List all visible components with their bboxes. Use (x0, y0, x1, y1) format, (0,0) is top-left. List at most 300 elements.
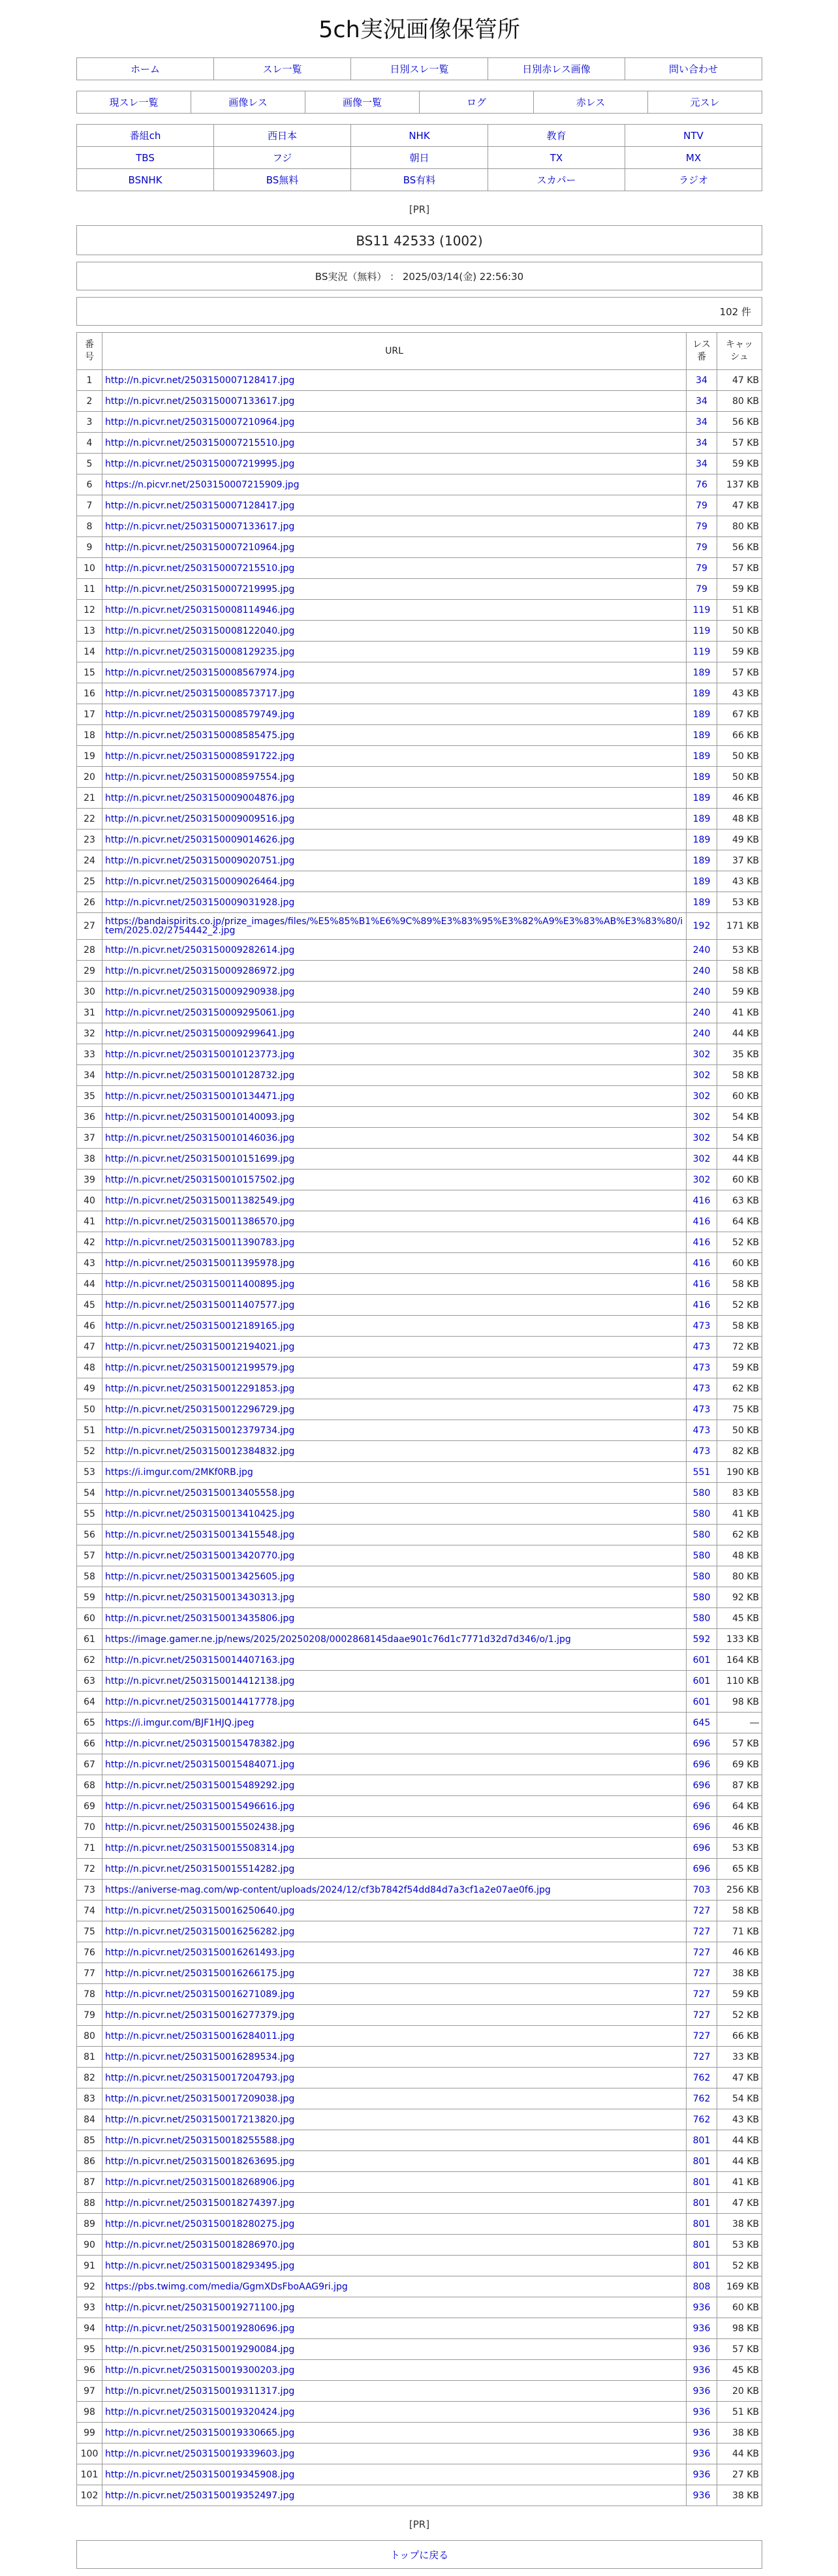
image-url-link[interactable]: http://n.picvr.net/2503150012291853.jpg (102, 1378, 687, 1399)
cache-size: 98 KB (717, 2318, 762, 2339)
res-number-link[interactable]: 936 (687, 2464, 717, 2485)
table-row (77, 2109, 762, 2130)
channel-link[interactable]: スカパー (488, 169, 625, 191)
res-number-link[interactable]: 580 (687, 1608, 717, 1629)
channel-row (76, 147, 762, 169)
res-number-link[interactable]: 189 (687, 746, 717, 767)
res-number-link[interactable]: 936 (687, 2444, 717, 2464)
res-number-link[interactable]: 240 (687, 982, 717, 1002)
image-url-link[interactable]: https://i.imgur.com/2MKf0RB.jpg (102, 1462, 687, 1483)
res-number-link[interactable]: 801 (687, 2235, 717, 2256)
channel-link[interactable]: 西日本 (214, 125, 351, 147)
table-row (77, 558, 762, 579)
res-number-link[interactable]: 580 (687, 1483, 717, 1504)
image-url-link[interactable]: http://n.picvr.net/2503150008567974.jpg (102, 662, 687, 683)
image-url-link[interactable]: http://n.picvr.net/2503150013415548.jpg (102, 1525, 687, 1545)
table-row (77, 1942, 762, 1963)
row-number: 8 (77, 516, 102, 537)
res-number-link[interactable]: 601 (687, 1671, 717, 1692)
table-row (77, 1002, 762, 1023)
res-number-link[interactable]: 79 (687, 516, 717, 537)
res-number-link[interactable]: 936 (687, 2485, 717, 2506)
image-url-link[interactable]: http://n.picvr.net/2503150016256282.jpg (102, 1921, 687, 1942)
channel-link[interactable]: BS無料 (214, 169, 351, 191)
res-number-link[interactable]: 580 (687, 1545, 717, 1566)
channel-link[interactable]: 番組ch (77, 125, 214, 147)
res-number-link[interactable]: 416 (687, 1274, 717, 1295)
res-number-link[interactable]: 936 (687, 2360, 717, 2381)
res-number-link[interactable]: 473 (687, 1420, 717, 1441)
image-url-link[interactable]: http://n.picvr.net/2503150010134471.jpg (102, 1086, 687, 1107)
res-number-link[interactable]: 189 (687, 725, 717, 746)
image-url-link[interactable]: http://n.picvr.net/2503150019330665.jpg (102, 2423, 687, 2444)
res-number-link[interactable]: 302 (687, 1170, 717, 1190)
image-url-link[interactable]: http://n.picvr.net/2503150009286972.jpg (102, 961, 687, 982)
res-number-link[interactable]: 416 (687, 1211, 717, 1232)
row-number: 10 (77, 558, 102, 579)
row-number: 89 (77, 2214, 102, 2235)
channel-link[interactable]: NTV (625, 125, 762, 147)
res-number-link[interactable]: 473 (687, 1399, 717, 1420)
res-number-link[interactable]: 189 (687, 788, 717, 809)
row-number: 49 (77, 1378, 102, 1399)
res-number-link[interactable]: 936 (687, 2318, 717, 2339)
image-url-link[interactable]: http://n.picvr.net/2503150012384832.jpg (102, 1441, 687, 1462)
back-to-top-link[interactable]: トップに戻る (76, 2540, 762, 2569)
image-url-link[interactable]: http://n.picvr.net/2503150012199579.jpg (102, 1358, 687, 1378)
cache-size: 48 KB (717, 809, 762, 830)
res-number-link[interactable]: 727 (687, 1921, 717, 1942)
cache-size: 59 KB (717, 579, 762, 600)
thread-nav-link-2[interactable]: 画像レス (191, 91, 305, 114)
res-number-link[interactable]: 727 (687, 1984, 717, 2005)
image-url-link[interactable]: http://n.picvr.net/2503150017204793.jpg (102, 2068, 687, 2088)
image-url-link[interactable]: https://pbs.twimg.com/media/GgmXDsFboAAG9ri.jpg (102, 2276, 687, 2297)
res-number-link[interactable]: 762 (687, 2068, 717, 2088)
row-number: 1 (77, 370, 102, 391)
res-number-link[interactable]: 703 (687, 1880, 717, 1901)
res-number-link[interactable]: 936 (687, 2423, 717, 2444)
channel-link[interactable]: 朝日 (351, 147, 488, 169)
table-row (77, 1650, 762, 1671)
image-url-link[interactable]: http://n.picvr.net/2503150011400895.jpg (102, 1274, 687, 1295)
nav-link-3[interactable]: 日別スレ一覧 (351, 58, 488, 80)
res-number-link[interactable]: 302 (687, 1107, 717, 1128)
res-number-link[interactable]: 119 (687, 621, 717, 642)
thread-nav-link-4[interactable]: ログ (420, 91, 534, 114)
res-number-link[interactable]: 189 (687, 662, 717, 683)
res-number-link[interactable]: 696 (687, 1859, 717, 1880)
image-url-link[interactable]: http://n.picvr.net/2503150016289534.jpg (102, 2047, 687, 2068)
image-url-link[interactable]: http://n.picvr.net/2503150007215510.jpg (102, 433, 687, 454)
row-number: 74 (77, 1901, 102, 1921)
channel-link[interactable]: TX (488, 147, 625, 169)
image-url-link[interactable]: http://n.picvr.net/2503150009299641.jpg (102, 1023, 687, 1044)
res-number-link[interactable]: 473 (687, 1441, 717, 1462)
table-row (77, 1316, 762, 1337)
image-url-link[interactable]: http://n.picvr.net/2503150018286970.jpg (102, 2235, 687, 2256)
res-number-link[interactable]: 240 (687, 940, 717, 961)
image-url-link[interactable]: http://n.picvr.net/2503150018255588.jpg (102, 2130, 687, 2151)
image-url-link[interactable]: https://n.picvr.net/2503150007215909.jpg (102, 474, 687, 495)
image-url-link[interactable]: http://n.picvr.net/2503150015496616.jpg (102, 1796, 687, 1817)
table-row (77, 892, 762, 913)
row-number: 88 (77, 2193, 102, 2214)
res-number-link[interactable]: 119 (687, 642, 717, 662)
image-url-link[interactable]: http://n.picvr.net/2503150018263695.jpg (102, 2151, 687, 2172)
res-number-link[interactable]: 696 (687, 1838, 717, 1859)
image-url-link[interactable]: http://n.picvr.net/2503150014417778.jpg (102, 1692, 687, 1713)
image-url-link[interactable]: http://n.picvr.net/2503150009295061.jpg (102, 1002, 687, 1023)
image-url-link[interactable]: http://n.picvr.net/2503150013425605.jpg (102, 1566, 687, 1587)
image-url-link[interactable]: http://n.picvr.net/2503150011386570.jpg (102, 1211, 687, 1232)
image-url-link[interactable]: http://n.picvr.net/2503150012189165.jpg (102, 1316, 687, 1337)
res-number-link[interactable]: 936 (687, 2297, 717, 2318)
res-number-link[interactable]: 119 (687, 600, 717, 621)
main-nav (76, 57, 762, 80)
image-url-link[interactable]: http://n.picvr.net/2503150015478382.jpg (102, 1733, 687, 1754)
res-number-link[interactable]: 473 (687, 1358, 717, 1378)
row-number: 32 (77, 1023, 102, 1044)
row-number: 55 (77, 1504, 102, 1525)
table-row (77, 2423, 762, 2444)
image-url-link[interactable]: http://n.picvr.net/2503150013435806.jpg (102, 1608, 687, 1629)
row-number: 50 (77, 1399, 102, 1420)
res-number-link[interactable]: 189 (687, 830, 717, 850)
cache-size: 64 KB (717, 1796, 762, 1817)
table-row (77, 1859, 762, 1880)
cache-size: 27 KB (717, 2464, 762, 2485)
image-url-link[interactable]: http://n.picvr.net/2503150007133617.jpg (102, 516, 687, 537)
cache-size: 44 KB (717, 2151, 762, 2172)
res-number-link[interactable]: 580 (687, 1566, 717, 1587)
res-number-link[interactable]: 34 (687, 454, 717, 474)
res-number-link[interactable]: 580 (687, 1525, 717, 1545)
res-number-link[interactable]: 801 (687, 2172, 717, 2193)
table-row (77, 433, 762, 454)
image-url-link[interactable]: http://n.picvr.net/2503150009009516.jpg (102, 809, 687, 830)
nav-link-4[interactable]: 日別赤レス画像 (488, 58, 625, 80)
res-number-link[interactable]: 34 (687, 412, 717, 433)
res-number-link[interactable]: 727 (687, 1942, 717, 1963)
table-header-row (77, 333, 762, 370)
thread-nav-link-3[interactable]: 画像一覧 (305, 91, 420, 114)
image-url-link[interactable]: http://n.picvr.net/2503150014412138.jpg (102, 1671, 687, 1692)
image-url-link[interactable]: http://n.picvr.net/2503150008597554.jpg (102, 767, 687, 788)
res-number-link[interactable]: 79 (687, 495, 717, 516)
res-number-link[interactable]: 727 (687, 1901, 717, 1921)
image-url-link[interactable]: http://n.picvr.net/2503150014407163.jpg (102, 1650, 687, 1671)
row-number: 22 (77, 809, 102, 830)
channel-link[interactable]: フジ (214, 147, 351, 169)
res-number-link[interactable]: 592 (687, 1629, 717, 1650)
res-number-link[interactable]: 727 (687, 2005, 717, 2026)
image-url-link[interactable]: http://n.picvr.net/2503150009282614.jpg (102, 940, 687, 961)
row-number: 40 (77, 1190, 102, 1211)
res-number-link[interactable]: 551 (687, 1462, 717, 1483)
channel-link[interactable]: TBS (77, 147, 214, 169)
res-number-link[interactable]: 76 (687, 474, 717, 495)
res-number-link[interactable]: 601 (687, 1692, 717, 1713)
image-url-link[interactable]: http://n.picvr.net/2503150009004876.jpg (102, 788, 687, 809)
image-url-link[interactable]: http://n.picvr.net/2503150008579749.jpg (102, 704, 687, 725)
res-number-link[interactable]: 801 (687, 2130, 717, 2151)
row-number: 91 (77, 2256, 102, 2276)
image-url-link[interactable]: http://n.picvr.net/2503150016271089.jpg (102, 1984, 687, 2005)
res-number-link[interactable]: 34 (687, 391, 717, 412)
image-url-link[interactable]: https://bandaispirits.co.jp/prize_images/files/%E5%85%B1%E6%9C%89%E3%83%95%E3%82%A9%E3%83%AB%E3%83%80/item/2025.02/2754442_2.jpg (102, 913, 687, 940)
image-url-link[interactable]: http://n.picvr.net/2503150008591722.jpg (102, 746, 687, 767)
image-url-link[interactable]: http://n.picvr.net/2503150010151699.jpg (102, 1149, 687, 1170)
res-number-link[interactable]: 936 (687, 2402, 717, 2423)
table-row (77, 1044, 762, 1065)
table-row (77, 1921, 762, 1942)
image-url-link[interactable]: http://n.picvr.net/2503150009290938.jpg (102, 982, 687, 1002)
image-url-link[interactable]: http://n.picvr.net/2503150019339603.jpg (102, 2444, 687, 2464)
res-number-link[interactable]: 189 (687, 850, 717, 871)
res-number-link[interactable]: 601 (687, 1650, 717, 1671)
res-number-link[interactable]: 302 (687, 1065, 717, 1086)
image-url-link[interactable]: http://n.picvr.net/2503150012296729.jpg (102, 1399, 687, 1420)
image-url-link[interactable]: http://n.picvr.net/2503150008585475.jpg (102, 725, 687, 746)
image-url-link[interactable]: http://n.picvr.net/2503150018274397.jpg (102, 2193, 687, 2214)
cache-size: 58 KB (717, 1901, 762, 1921)
image-url-link[interactable]: http://n.picvr.net/2503150007219995.jpg (102, 454, 687, 474)
res-number-link[interactable]: 936 (687, 2381, 717, 2402)
image-url-link[interactable]: http://n.picvr.net/2503150007210964.jpg (102, 412, 687, 433)
image-url-link[interactable]: http://n.picvr.net/2503150010157502.jpg (102, 1170, 687, 1190)
res-number-link[interactable]: 416 (687, 1253, 717, 1274)
res-number-link[interactable]: 189 (687, 892, 717, 913)
image-url-link[interactable]: http://n.picvr.net/2503150011382549.jpg (102, 1190, 687, 1211)
res-number-link[interactable]: 416 (687, 1190, 717, 1211)
table-row (77, 1545, 762, 1566)
thread-nav-link-5[interactable]: 赤レス (534, 91, 648, 114)
res-number-link[interactable]: 808 (687, 2276, 717, 2297)
image-url-link[interactable]: http://n.picvr.net/2503150018268906.jpg (102, 2172, 687, 2193)
cache-size: 43 KB (717, 871, 762, 892)
res-number-link[interactable]: 473 (687, 1378, 717, 1399)
res-number-link[interactable]: 302 (687, 1128, 717, 1149)
res-number-link[interactable]: 762 (687, 2088, 717, 2109)
res-number-link[interactable]: 192 (687, 913, 717, 940)
image-url-link[interactable]: http://n.picvr.net/2503150009031928.jpg (102, 892, 687, 913)
image-url-link[interactable]: http://n.picvr.net/2503150012379734.jpg (102, 1420, 687, 1441)
res-number-link[interactable]: 473 (687, 1337, 717, 1358)
image-url-link[interactable]: http://n.picvr.net/2503150009014626.jpg (102, 830, 687, 850)
image-url-link[interactable]: http://n.picvr.net/2503150010128732.jpg (102, 1065, 687, 1086)
cache-size: 58 KB (717, 961, 762, 982)
image-url-link[interactable]: http://n.picvr.net/2503150007215510.jpg (102, 558, 687, 579)
image-url-link[interactable]: http://n.picvr.net/2503150015484071.jpg (102, 1754, 687, 1775)
res-number-link[interactable]: 189 (687, 704, 717, 725)
image-url-link[interactable]: http://n.picvr.net/2503150007128417.jpg (102, 370, 687, 391)
res-number-link[interactable]: 696 (687, 1754, 717, 1775)
channel-link[interactable]: ラジオ (625, 169, 762, 191)
image-url-link[interactable]: http://n.picvr.net/2503150016277379.jpg (102, 2005, 687, 2026)
thread-nav-link-6[interactable]: 元スレ (648, 91, 762, 114)
image-url-link[interactable]: http://n.picvr.net/2503150016266175.jpg (102, 1963, 687, 1984)
image-url-link[interactable]: http://n.picvr.net/2503150011390783.jpg (102, 1232, 687, 1253)
res-number-link[interactable]: 696 (687, 1733, 717, 1754)
res-number-link[interactable]: 801 (687, 2151, 717, 2172)
channel-link[interactable]: NHK (351, 125, 488, 147)
res-number-link[interactable]: 801 (687, 2214, 717, 2235)
cache-size: ― (717, 1713, 762, 1733)
image-url-link[interactable]: http://n.picvr.net/2503150018280275.jpg (102, 2214, 687, 2235)
image-url-link[interactable]: http://n.picvr.net/2503150007128417.jpg (102, 495, 687, 516)
table-row (77, 2005, 762, 2026)
row-number: 93 (77, 2297, 102, 2318)
cache-size: 57 KB (717, 433, 762, 454)
table-row (77, 642, 762, 662)
nav-link-5[interactable]: 問い合わせ (625, 58, 762, 80)
res-number-link[interactable]: 34 (687, 370, 717, 391)
table-row (77, 662, 762, 683)
image-url-link[interactable]: http://n.picvr.net/2503150019311317.jpg (102, 2381, 687, 2402)
table-row (77, 704, 762, 725)
image-url-link[interactable]: http://n.picvr.net/2503150008114946.jpg (102, 600, 687, 621)
table-row (77, 2130, 762, 2151)
res-number-link[interactable]: 189 (687, 809, 717, 830)
res-number-link[interactable]: 801 (687, 2256, 717, 2276)
table-row (77, 2339, 762, 2360)
image-url-link[interactable]: http://n.picvr.net/2503150010123773.jpg (102, 1044, 687, 1065)
cache-size: 60 KB (717, 1086, 762, 1107)
image-url-link[interactable]: http://n.picvr.net/2503150008122040.jpg (102, 621, 687, 642)
image-url-link[interactable]: http://n.picvr.net/2503150010146036.jpg (102, 1128, 687, 1149)
image-url-link[interactable]: http://n.picvr.net/2503150007219995.jpg (102, 579, 687, 600)
image-url-link[interactable]: http://n.picvr.net/2503150012194021.jpg (102, 1337, 687, 1358)
res-number-link[interactable]: 696 (687, 1817, 717, 1838)
image-url-link[interactable]: http://n.picvr.net/2503150009020751.jpg (102, 850, 687, 871)
res-number-link[interactable]: 473 (687, 1316, 717, 1337)
cache-size: 54 KB (717, 2088, 762, 2109)
image-url-link[interactable]: http://n.picvr.net/2503150019352497.jpg (102, 2485, 687, 2506)
table-row (77, 1358, 762, 1378)
res-number-link[interactable]: 302 (687, 1044, 717, 1065)
channel-link[interactable]: MX (625, 147, 762, 169)
res-number-link[interactable]: 189 (687, 871, 717, 892)
image-url-link[interactable]: http://n.picvr.net/2503150013410425.jpg (102, 1504, 687, 1525)
row-number: 37 (77, 1128, 102, 1149)
row-number: 73 (77, 1880, 102, 1901)
table-row (77, 1065, 762, 1086)
image-url-link[interactable]: http://n.picvr.net/2503150019345908.jpg (102, 2464, 687, 2485)
table-row (77, 2381, 762, 2402)
image-url-link[interactable]: http://n.picvr.net/2503150015502438.jpg (102, 1817, 687, 1838)
image-url-link[interactable]: http://n.picvr.net/2503150008573717.jpg (102, 683, 687, 704)
image-url-link[interactable]: http://n.picvr.net/2503150011395978.jpg (102, 1253, 687, 1274)
cache-size: 62 KB (717, 1525, 762, 1545)
res-number-link[interactable]: 302 (687, 1149, 717, 1170)
site-title[interactable]: 5ch実況画像保管所 (318, 17, 520, 43)
channel-link[interactable]: 教育 (488, 125, 625, 147)
image-url-link[interactable]: http://n.picvr.net/2503150019271100.jpg (102, 2297, 687, 2318)
image-url-link[interactable]: http://n.picvr.net/2503150015489292.jpg (102, 1775, 687, 1796)
res-number-link[interactable]: 580 (687, 1587, 717, 1608)
res-number-link[interactable]: 727 (687, 2026, 717, 2047)
image-url-link[interactable]: http://n.picvr.net/2503150009026464.jpg (102, 871, 687, 892)
image-url-link[interactable]: http://n.picvr.net/2503150007133617.jpg (102, 391, 687, 412)
res-number-link[interactable]: 79 (687, 537, 717, 558)
cache-size: 45 KB (717, 2360, 762, 2381)
table-row (77, 1211, 762, 1232)
image-url-link[interactable]: http://n.picvr.net/2503150007210964.jpg (102, 537, 687, 558)
row-number: 7 (77, 495, 102, 516)
nav-link-1[interactable]: ホーム (77, 58, 214, 80)
cache-size: 37 KB (717, 850, 762, 871)
image-url-link[interactable]: http://n.picvr.net/2503150011407577.jpg (102, 1295, 687, 1316)
channel-link[interactable]: BSNHK (77, 169, 214, 191)
image-url-link[interactable]: https://i.imgur.com/BJF1HJQ.jpeg (102, 1713, 687, 1733)
row-number: 4 (77, 433, 102, 454)
channel-link[interactable]: BS有料 (351, 169, 488, 191)
res-number-link[interactable]: 34 (687, 433, 717, 454)
res-number-link[interactable]: 189 (687, 767, 717, 788)
image-url-link[interactable]: http://n.picvr.net/2503150016284011.jpg (102, 2026, 687, 2047)
image-url-link[interactable]: http://n.picvr.net/2503150019320424.jpg (102, 2402, 687, 2423)
row-number: 83 (77, 2088, 102, 2109)
image-url-link[interactable]: http://n.picvr.net/2503150016261493.jpg (102, 1942, 687, 1963)
cache-size: 33 KB (717, 2047, 762, 2068)
nav-link-2[interactable]: スレ一覧 (214, 58, 351, 80)
image-url-link[interactable]: http://n.picvr.net/2503150019280696.jpg (102, 2318, 687, 2339)
res-number-link[interactable]: 727 (687, 1963, 717, 1984)
res-number-link[interactable]: 416 (687, 1232, 717, 1253)
cache-size: 54 KB (717, 1128, 762, 1149)
res-number-link[interactable]: 302 (687, 1086, 717, 1107)
res-number-link[interactable]: 240 (687, 1002, 717, 1023)
image-url-link[interactable]: http://n.picvr.net/2503150013430313.jpg (102, 1587, 687, 1608)
res-number-link[interactable]: 416 (687, 1295, 717, 1316)
image-url-link[interactable]: https://image.gamer.ne.jp/news/2025/20250208/0002868145daae901c76d1c7771d32d7d346/o/1.jpg (102, 1629, 687, 1650)
res-number-link[interactable]: 240 (687, 1023, 717, 1044)
image-url-link[interactable]: http://n.picvr.net/2503150019290084.jpg (102, 2339, 687, 2360)
res-number-link[interactable]: 189 (687, 683, 717, 704)
image-url-link[interactable]: http://n.picvr.net/2503150013405558.jpg (102, 1483, 687, 1504)
res-number-link[interactable]: 762 (687, 2109, 717, 2130)
cache-size: 80 KB (717, 1566, 762, 1587)
image-url-link[interactable]: http://n.picvr.net/2503150016250640.jpg (102, 1901, 687, 1921)
res-number-link[interactable]: 727 (687, 2047, 717, 2068)
table-row (77, 2360, 762, 2381)
thread-nav-link-1[interactable]: 現スレ一覧 (77, 91, 191, 114)
res-number-link[interactable]: 580 (687, 1504, 717, 1525)
image-url-link[interactable]: http://n.picvr.net/2503150019300203.jpg (102, 2360, 687, 2381)
res-number-link[interactable]: 801 (687, 2193, 717, 2214)
image-url-link[interactable]: http://n.picvr.net/2503150017213820.jpg (102, 2109, 687, 2130)
image-url-link[interactable]: http://n.picvr.net/2503150015514282.jpg (102, 1859, 687, 1880)
res-number-link[interactable]: 79 (687, 579, 717, 600)
table-row (77, 1733, 762, 1754)
image-url-link[interactable]: http://n.picvr.net/2503150017209038.jpg (102, 2088, 687, 2109)
image-url-link[interactable]: http://n.picvr.net/2503150010140093.jpg (102, 1107, 687, 1128)
image-url-link[interactable]: http://n.picvr.net/2503150018293495.jpg (102, 2256, 687, 2276)
res-number-link[interactable]: 240 (687, 961, 717, 982)
res-number-link[interactable]: 696 (687, 1796, 717, 1817)
image-url-link[interactable]: http://n.picvr.net/2503150015508314.jpg (102, 1838, 687, 1859)
res-number-link[interactable]: 696 (687, 1775, 717, 1796)
cache-size: 50 KB (717, 746, 762, 767)
res-number-link[interactable]: 645 (687, 1713, 717, 1733)
image-url-link[interactable]: http://n.picvr.net/2503150013420770.jpg (102, 1545, 687, 1566)
table-row (77, 1587, 762, 1608)
image-url-link[interactable]: http://n.picvr.net/2503150008129235.jpg (102, 642, 687, 662)
image-url-link[interactable]: https://aniverse-mag.com/wp-content/uploads/2024/12/cf3b7842f54dd84d7a3cf1a2e07ae0f6.jpg (102, 1880, 687, 1901)
res-number-link[interactable]: 79 (687, 558, 717, 579)
res-number-link[interactable]: 936 (687, 2339, 717, 2360)
